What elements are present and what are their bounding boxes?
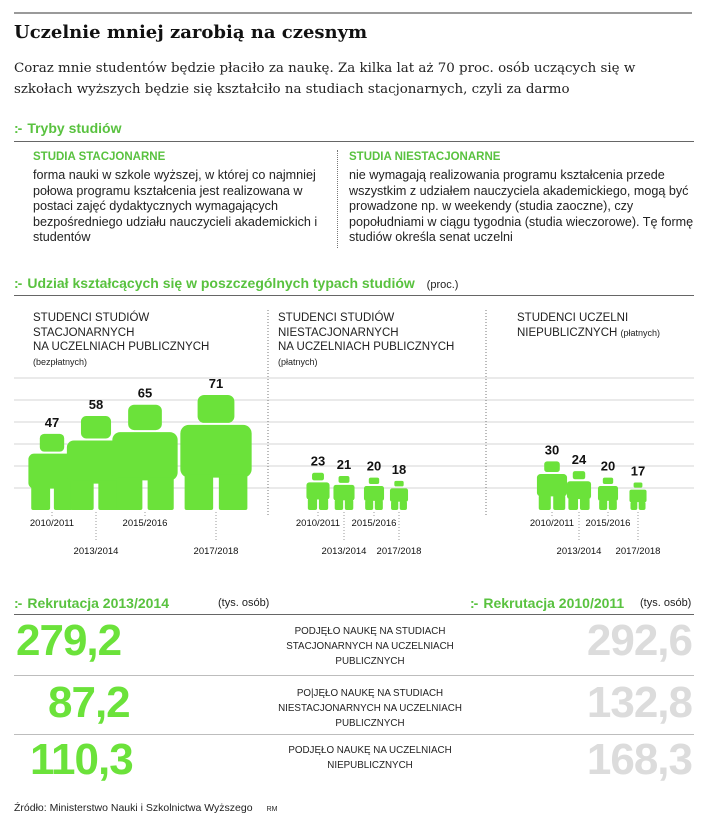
recruit-left-title: Rekrutacja 2013/2014 (27, 595, 169, 611)
recruit-rule (14, 614, 694, 615)
top-rule (14, 12, 692, 14)
recruit-2010-value-1: 132,8 (586, 678, 692, 727)
recruit-left-unit: (tys. osób) (218, 597, 270, 609)
person-leg (568, 498, 578, 510)
person-figure (629, 482, 646, 510)
person-body (180, 425, 251, 478)
section-marker-icon: :- (470, 595, 478, 611)
person-body (567, 481, 591, 499)
source-note (14, 802, 277, 814)
person-figure (112, 405, 177, 510)
person-leg (54, 486, 73, 510)
person-body (537, 474, 567, 496)
value-label: 58 (88, 397, 104, 413)
year-label: 2013/2014 (321, 546, 367, 557)
section-marker-icon: :- (14, 120, 22, 136)
person-figure (567, 471, 591, 510)
person-head (573, 471, 585, 479)
group-1-line-3: NA UCZELNIACH PUBLICZNYCH (278, 341, 455, 353)
person-figure (537, 461, 567, 510)
person-head (128, 405, 162, 430)
person-leg (185, 474, 214, 510)
person-head (603, 478, 613, 484)
stationary-text: forma nauki w szkole wyższej, w której co najmniej połowa programu kształcenia jest realizowana w postaci zajęć dydaktycznych wymagających bezpośredniego udziału nauczycieli akademickich i studentów (33, 168, 318, 245)
person-body (112, 432, 177, 480)
section-marker-icon: :- (14, 595, 22, 611)
person-body (306, 482, 329, 499)
group-1-line-1: STUDENCI STUDIÓW (278, 312, 395, 324)
year-label: 2015/2016 (351, 518, 397, 529)
person-leg (639, 501, 646, 510)
person-head (544, 461, 560, 472)
page-title: Uczelnie mniej zarobią na czesnym (14, 22, 368, 43)
share-heading (14, 275, 458, 291)
group-0-line-2: STACJONARNYCH (33, 326, 135, 339)
person-leg (116, 477, 142, 510)
share-unit: (proc.) (426, 279, 459, 291)
source-text: Źródło: Ministerstwo Nauki i Szkolnictwa Wyższego (14, 802, 253, 814)
group-title-2 (517, 311, 660, 340)
year-label: 2013/2014 (556, 546, 602, 557)
person-figure (180, 395, 251, 510)
person-body (629, 490, 646, 503)
modes-heading-text: Tryby studiów (27, 120, 122, 136)
person-figure (598, 478, 618, 510)
person-head (40, 434, 64, 452)
recruit-desc-1-line-2: NIESTACJONARNYCH NA UCZELNIACH (278, 703, 462, 714)
person-leg (219, 474, 248, 510)
year-label: 2010/2011 (29, 518, 75, 529)
value-label: 17 (630, 463, 646, 479)
person-figure (333, 476, 354, 510)
recruit-row-rule-0 (14, 675, 694, 676)
chart-year-labels (30, 512, 661, 557)
person-head (198, 395, 235, 423)
person-body (390, 488, 408, 501)
recruit-2013-value-0: 279,2 (16, 616, 122, 665)
recruit-2010-value-2: 168,3 (586, 735, 692, 784)
group-1-line-2: NIESTACJONARNYCH (278, 326, 399, 339)
person-leg (599, 500, 607, 510)
person-head (634, 482, 643, 487)
modes-divider (337, 150, 338, 248)
recruit-right-unit: (tys. osób) (640, 597, 692, 609)
year-label: 2017/2018 (615, 546, 661, 557)
recruit-2013-value-2: 110,3 (30, 735, 133, 784)
year-label: 2010/2011 (295, 518, 341, 529)
person-figure (306, 473, 329, 510)
recruit-desc-1 (270, 686, 470, 731)
value-label: 24 (571, 452, 587, 468)
lead-paragraph: Coraz mnie studentów będzie płaciło za naukę. Za kilka lat aż 70 proc. osób uczących się w szkołach wyższych będzie się kształciło na studiach stacjonarnych, czyli za darmo (14, 61, 636, 97)
person-head (339, 476, 350, 483)
person-head (81, 416, 111, 438)
recruit-right-title: Rekrutacja 2010/2011 (483, 595, 625, 611)
person-leg (630, 501, 637, 510)
person-leg (308, 498, 317, 510)
group-2-note: (płatnych) (620, 327, 661, 338)
group-2-line-1: STUDENCI UCZELNI (517, 312, 629, 324)
person-head (312, 473, 324, 481)
value-label: 20 (600, 458, 616, 474)
group-2-line-2: NIEPUBLICZNYCH (517, 326, 618, 339)
recruit-2013-value-1: 87,2 (48, 678, 130, 727)
group-1-note: (płatnych) (278, 356, 318, 367)
recruit-left-heading (14, 595, 169, 611)
person-body (598, 486, 618, 501)
person-head (394, 481, 403, 487)
person-body (333, 485, 354, 501)
person-leg (335, 499, 343, 510)
group-title-0 (33, 311, 209, 369)
group-0-line-3: NA UCZELNIACH PUBLICZNYCH (33, 341, 210, 353)
stationary-title: STUDIA STACJONARNE (33, 151, 166, 163)
recruit-desc-0 (270, 624, 470, 669)
group-title-1 (278, 311, 454, 369)
recruit-desc-2 (270, 743, 470, 773)
year-label: 2010/2011 (529, 518, 575, 529)
value-label: 30 (544, 442, 560, 458)
value-label: 21 (336, 456, 352, 472)
section-marker-icon: :- (14, 275, 22, 291)
year-label: 2017/2018 (193, 546, 239, 557)
share-heading-text: Udział kształcących się w poszczególnych typach studiów (27, 275, 415, 291)
recruit-desc-0-line-1: PODJĘŁO NAUKĘ NA STUDIACH (294, 626, 446, 637)
person-leg (345, 499, 353, 510)
value-label: 65 (137, 385, 153, 401)
person-figure (364, 478, 384, 510)
modes-heading (14, 120, 121, 136)
person-figure (390, 481, 408, 510)
group-0-line-1: STUDENCI STUDIÓW (33, 312, 150, 324)
value-label: 18 (391, 461, 407, 477)
recruit-desc-2-line-2: NIEPUBLICZNYCH (327, 760, 413, 771)
year-label: 2017/2018 (376, 546, 422, 557)
recruit-desc-0-line-2: STACJONARNYCH NA UCZELNIACH (286, 641, 454, 652)
nonstationary-text: nie wymagają realizowania programu kształcenia przede wszystkim z udziałem nauczyciela akademickiego, mogą być prowadzone np. w weekendy (studia zaoczne), czy popołudniami w ciągu tygodnia (studia wieczorowe). Tę formę studiów określa senat uczelni (349, 168, 694, 245)
person-leg (580, 498, 590, 510)
person-leg (70, 481, 93, 510)
recruit-desc-0-line-3: PUBLICZNYCH (335, 656, 405, 667)
person-leg (319, 498, 328, 510)
person-leg (609, 500, 617, 510)
recruit-desc-1-line-3: PUBLICZNYCH (335, 718, 405, 729)
year-label: 2015/2016 (585, 518, 631, 529)
recruit-right-heading (470, 595, 624, 611)
author-initials: RM (266, 806, 278, 813)
person-body (364, 486, 384, 501)
nonstationary-title: STUDIA NIESTACJONARNE (349, 151, 501, 163)
person-leg (365, 500, 373, 510)
value-label: 23 (310, 453, 326, 469)
person-leg (391, 501, 398, 510)
group-0-note: (bezpłatnych) (33, 356, 88, 367)
year-label: 2015/2016 (122, 518, 168, 529)
person-leg (539, 495, 551, 510)
person-head (369, 478, 379, 484)
recruit-2010-value-0: 292,6 (586, 616, 692, 665)
value-label: 47 (44, 414, 60, 430)
value-label: 71 (208, 375, 224, 391)
person-leg (148, 477, 174, 510)
person-leg (553, 495, 565, 510)
year-label: 2013/2014 (73, 546, 119, 557)
recruit-desc-2-line-1: PODJĘŁO NAUKĘ NA UCZELNIACH (288, 745, 452, 756)
modes-rule (14, 141, 694, 142)
recruit-desc-1-line-1: PO|JĘŁO NAUKĘ NA STUDIACH (296, 688, 444, 699)
person-leg (375, 500, 383, 510)
person-leg (400, 501, 407, 510)
person-leg (31, 486, 50, 510)
value-label: 20 (366, 458, 382, 474)
